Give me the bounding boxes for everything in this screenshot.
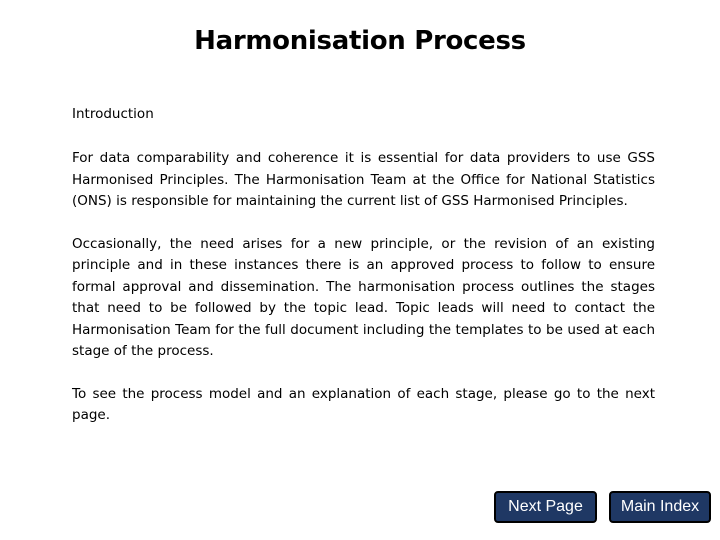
page-title: Harmonisation Process: [194, 26, 526, 56]
content-body: [72, 104, 655, 448]
section-heading: Introduction: [72, 106, 154, 122]
main-index-label: Main Index: [620, 498, 700, 515]
paragraph-next-step: To see the process model and an explanation of each stage, please go to the next page.: [72, 385, 655, 423]
paragraph-intro: For data comparability and coherence it is essential for data providers to use GSS Harmonised Principles. The Harmonisation Team at the Office for National Statistics (ONS) is responsible for maintaining the current list of GSS Harmonised Principles.: [72, 150, 655, 209]
main-index-button[interactable]: [609, 491, 711, 523]
paragraph-process: Occasionally, the need arises for a new principle, or the revision of an existing principle and in these instances there is an approved process to follow to ensure formal approval and dissemination. The harmonisation process outlines the stages that need to be followed by the topic lead. Topic leads will need to contact the Harmonisation Team for the full document including the templates to be used at each stage of the process.: [72, 235, 655, 359]
next-page-button[interactable]: [494, 491, 597, 523]
next-page-label: Next Page: [508, 498, 583, 515]
